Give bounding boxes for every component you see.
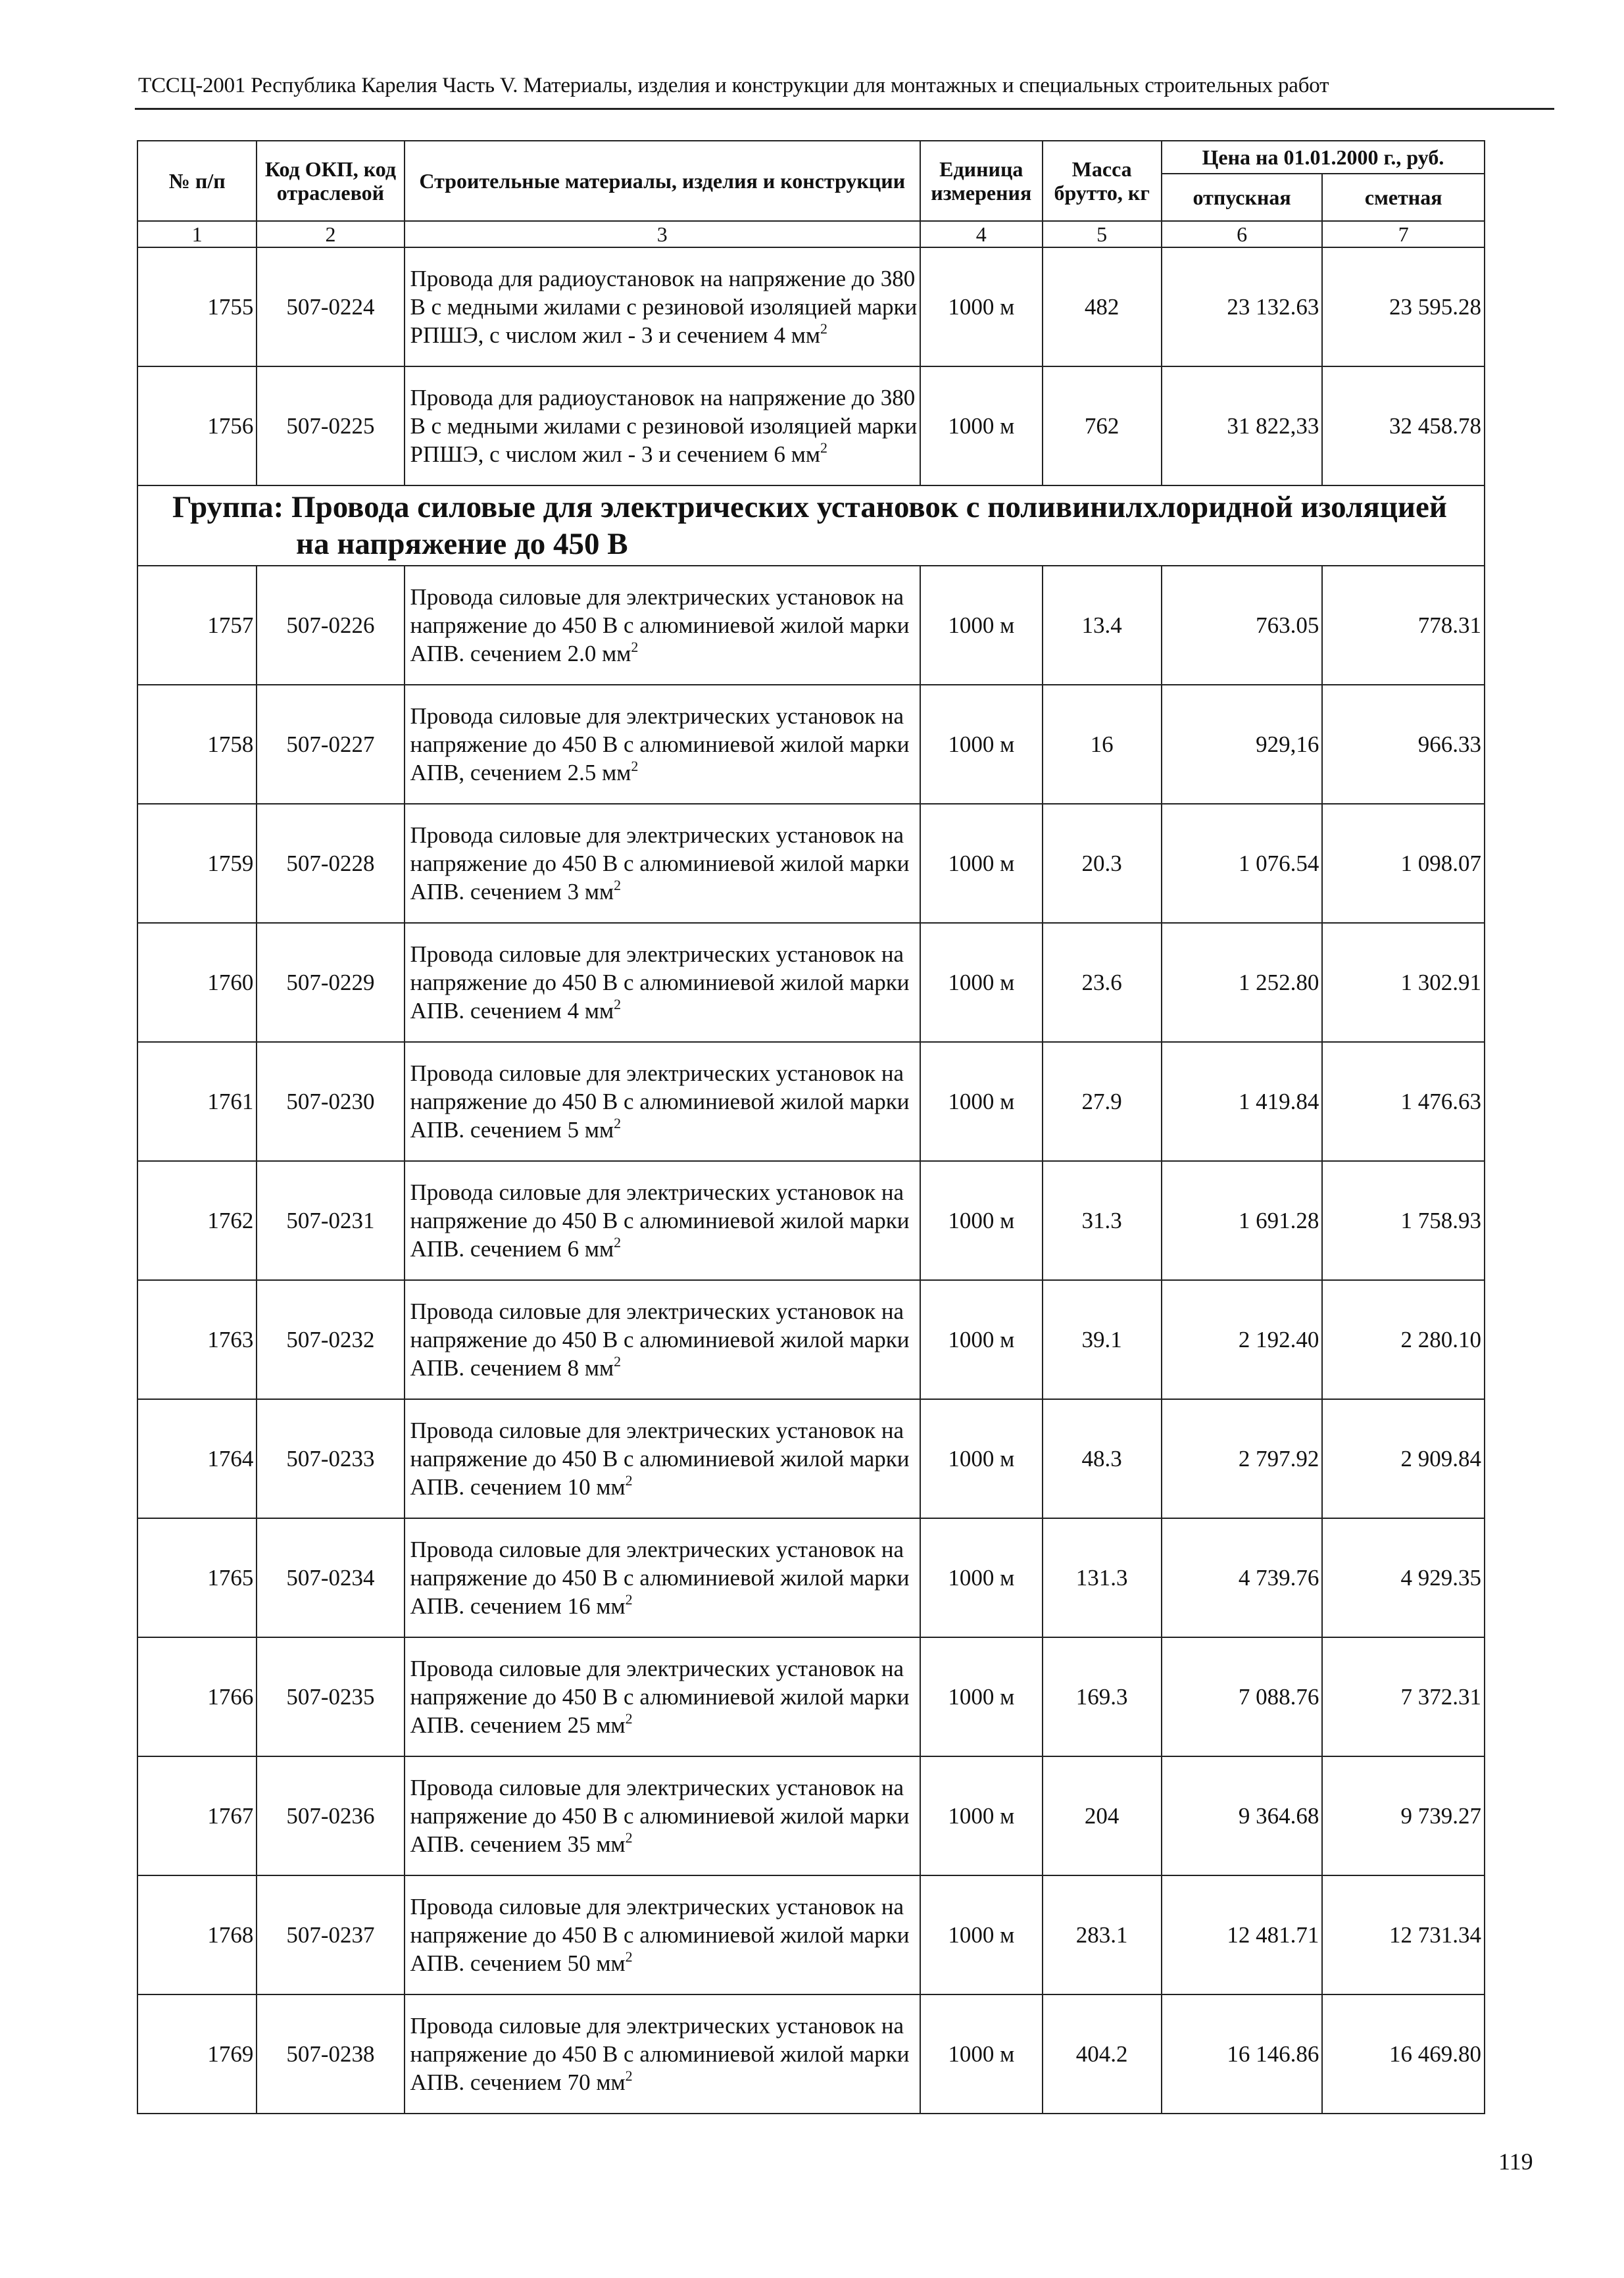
row-name: [405, 1161, 921, 1280]
row-name-text: Провода силовые для электрических установок на напряжение до 450 В с алюминиевой жилой марки АПВ. сечением 70 мм: [410, 2013, 910, 2095]
row-price-release: 4 739.76: [1162, 1518, 1323, 1637]
row-unit: 1000 м: [920, 566, 1042, 685]
row-code: 507-0238: [257, 1994, 404, 2114]
row-mass: 131.3: [1043, 1518, 1162, 1637]
row-price-estimate: 4 929.35: [1322, 1518, 1485, 1637]
row-unit: 1000 м: [920, 1280, 1042, 1399]
table-row: [137, 1280, 1485, 1399]
table-row: [137, 247, 1485, 366]
row-code: 507-0229: [257, 923, 404, 1042]
row-price-estimate: 1 302.91: [1322, 923, 1485, 1042]
row-name-text: Провода силовые для электрических установок на напряжение до 450 В с алюминиевой жилой марки АПВ. сечением 8 мм: [410, 1299, 910, 1381]
row-name: [405, 366, 921, 485]
row-unit: 1000 м: [920, 1637, 1042, 1756]
row-price-estimate: 12 731.34: [1322, 1875, 1485, 1994]
row-name-text: Провода силовые для электрических установок на напряжение до 450 В с алюминиевой жилой марки АПВ, сечением 2.5 мм: [410, 703, 910, 785]
row-num: 1761: [137, 1042, 257, 1161]
row-mass: 48.3: [1043, 1399, 1162, 1518]
row-name-text: Провода силовые для электрических установок на напряжение до 450 В с алюминиевой жилой марки АПВ. сечением 50 мм: [410, 1894, 910, 1976]
row-price-release: 9 364.68: [1162, 1756, 1323, 1875]
row-name-text: Провода для радиоустановок на напряжение до 380 В с медными жилами с резиновой изоляцией марки РПШЭ, с числом жил - 3 и сечением 6 мм: [410, 385, 918, 467]
col-header-code: Код ОКП, код отраслевой: [257, 141, 404, 221]
table-row: [137, 1161, 1485, 1280]
col-header-price-estimate: сметная: [1322, 174, 1485, 221]
row-code: 507-0232: [257, 1280, 404, 1399]
row-mass: 27.9: [1043, 1042, 1162, 1161]
table-row: [137, 1637, 1485, 1756]
col-header-unit: Единица измерения: [920, 141, 1042, 221]
row-code: 507-0225: [257, 366, 404, 485]
row-code: 507-0233: [257, 1399, 404, 1518]
row-num: 1769: [137, 1994, 257, 2114]
col-header-num: № п/п: [137, 141, 257, 221]
row-name-text: Провода для радиоустановок на напряжение до 380 В с медными жилами с резиновой изоляцией марки РПШЭ, с числом жил - 3 и сечением 4 мм: [410, 266, 918, 348]
row-code: 507-0235: [257, 1637, 404, 1756]
row-unit: 1000 м: [920, 804, 1042, 923]
table-row: [137, 1518, 1485, 1637]
row-name-text: Провода силовые для электрических установок на напряжение до 450 В с алюминиевой жилой марки АПВ. сечением 4 мм: [410, 941, 910, 1024]
row-price-estimate: 1 476.63: [1322, 1042, 1485, 1161]
header-rule: [135, 108, 1554, 110]
row-mass: 31.3: [1043, 1161, 1162, 1280]
page-header-title: ТССЦ-2001 Республика Карелия Часть V. Материалы, изделия и конструкции для монтажных и специальных строительных работ: [138, 74, 1329, 97]
row-code: 507-0227: [257, 685, 404, 804]
row-price-release: 23 132.63: [1162, 247, 1323, 366]
row-unit: 1000 м: [920, 1399, 1042, 1518]
row-price-release: 1 076.54: [1162, 804, 1323, 923]
row-mass: 169.3: [1043, 1637, 1162, 1756]
row-num: 1768: [137, 1875, 257, 1994]
row-num: 1757: [137, 566, 257, 685]
row-unit: 1000 м: [920, 247, 1042, 366]
row-name-text: Провода силовые для электрических установок на напряжение до 450 В с алюминиевой жилой марки АПВ. сечением 10 мм: [410, 1418, 910, 1500]
row-price-estimate: 9 739.27: [1322, 1756, 1485, 1875]
row-name-superscript: 2: [614, 1234, 622, 1250]
table-row: [137, 685, 1485, 804]
row-num: 1760: [137, 923, 257, 1042]
col-header-price-group: Цена на 01.01.2000 г., руб.: [1162, 141, 1485, 174]
row-price-release: 1 252.80: [1162, 923, 1323, 1042]
table-row: [137, 923, 1485, 1042]
row-price-estimate: 2 909.84: [1322, 1399, 1485, 1518]
row-name-superscript: 2: [820, 320, 827, 337]
row-unit: 1000 м: [920, 1161, 1042, 1280]
col-number: 5: [1043, 221, 1162, 247]
row-name-superscript: 2: [625, 2068, 633, 2084]
row-name-text: Провода силовые для электрических установок на напряжение до 450 В с алюминиевой жилой марки АПВ. сечением 16 мм: [410, 1537, 910, 1619]
col-number: 3: [405, 221, 921, 247]
row-price-estimate: 7 372.31: [1322, 1637, 1485, 1756]
row-unit: 1000 м: [920, 685, 1042, 804]
col-header-price-release: отпускная: [1162, 174, 1323, 221]
row-name: [405, 685, 921, 804]
row-code: 507-0224: [257, 247, 404, 366]
row-name: [405, 1756, 921, 1875]
row-price-release: 1 419.84: [1162, 1042, 1323, 1161]
col-number: 6: [1162, 221, 1323, 247]
row-price-release: 763.05: [1162, 566, 1323, 685]
row-mass: 762: [1043, 366, 1162, 485]
row-name: [405, 1637, 921, 1756]
row-price-estimate: 2 280.10: [1322, 1280, 1485, 1399]
row-num: 1764: [137, 1399, 257, 1518]
table-row: [137, 1756, 1485, 1875]
price-table: [137, 140, 1485, 2114]
row-name-text: Провода силовые для электрических установок на напряжение до 450 В с алюминиевой жилой марки АПВ. сечением 6 мм: [410, 1179, 910, 1262]
row-price-release: 2 797.92: [1162, 1399, 1323, 1518]
col-number: 2: [257, 221, 404, 247]
row-num: 1756: [137, 366, 257, 485]
row-name-superscript: 2: [625, 1472, 633, 1489]
table-row: [137, 566, 1485, 685]
row-mass: 204: [1043, 1756, 1162, 1875]
row-price-release: 12 481.71: [1162, 1875, 1323, 1994]
row-code: 507-0228: [257, 804, 404, 923]
row-name: [405, 1875, 921, 1994]
row-mass: 482: [1043, 247, 1162, 366]
group-cell: [137, 485, 1485, 566]
table-row: [137, 1994, 1485, 2114]
row-name: [405, 247, 921, 366]
row-name: [405, 923, 921, 1042]
col-header-name: Строительные материалы, изделия и конструкции: [405, 141, 921, 221]
row-unit: 1000 м: [920, 923, 1042, 1042]
row-num: 1762: [137, 1161, 257, 1280]
row-mass: 20.3: [1043, 804, 1162, 923]
row-mass: 16: [1043, 685, 1162, 804]
row-name-superscript: 2: [614, 1115, 622, 1131]
row-price-release: 31 822,33: [1162, 366, 1323, 485]
row-price-release: 2 192.40: [1162, 1280, 1323, 1399]
row-name: [405, 1280, 921, 1399]
row-name-text: Провода силовые для электрических установок на напряжение до 450 В с алюминиевой жилой марки АПВ. сечением 25 мм: [410, 1656, 910, 1738]
row-price-estimate: 1 758.93: [1322, 1161, 1485, 1280]
table-row: [137, 804, 1485, 923]
row-code: 507-0234: [257, 1518, 404, 1637]
row-name: [405, 1042, 921, 1161]
column-number-row: [137, 221, 1485, 247]
row-price-estimate: 32 458.78: [1322, 366, 1485, 485]
row-name-superscript: 2: [820, 439, 827, 456]
row-name: [405, 1518, 921, 1637]
row-price-estimate: 966.33: [1322, 685, 1485, 804]
row-name: [405, 804, 921, 923]
row-name-superscript: 2: [625, 1710, 633, 1727]
row-mass: 23.6: [1043, 923, 1162, 1042]
row-num: 1758: [137, 685, 257, 804]
row-name-superscript: 2: [625, 1591, 633, 1608]
row-name-superscript: 2: [631, 639, 639, 655]
row-name-text: Провода силовые для электрических установок на напряжение до 450 В с алюминиевой жилой марки АПВ. сечением 3 мм: [410, 822, 910, 904]
row-mass: 39.1: [1043, 1280, 1162, 1399]
row-code: 507-0226: [257, 566, 404, 685]
row-unit: 1000 м: [920, 1518, 1042, 1637]
row-name: [405, 1994, 921, 2114]
row-name-superscript: 2: [625, 1829, 633, 1846]
table-row: [137, 366, 1485, 485]
row-unit: 1000 м: [920, 1756, 1042, 1875]
col-number: 7: [1322, 221, 1485, 247]
col-number: 1: [137, 221, 257, 247]
row-unit: 1000 м: [920, 1042, 1042, 1161]
row-name: [405, 566, 921, 685]
row-name: [405, 1399, 921, 1518]
row-price-estimate: 778.31: [1322, 566, 1485, 685]
row-name-text: Провода силовые для электрических установок на напряжение до 450 В с алюминиевой жилой марки АПВ. сечением 5 мм: [410, 1060, 910, 1143]
group-title: Провода силовые для электрических установок с поливинилхлоридной изоляцией на напряжение до 450 В: [291, 490, 1447, 561]
table-row: [137, 1042, 1485, 1161]
row-mass: 283.1: [1043, 1875, 1162, 1994]
row-name-superscript: 2: [625, 1948, 633, 1965]
col-header-mass: Масса брутто, кг: [1043, 141, 1162, 221]
table-row: [137, 1875, 1485, 1994]
row-num: 1767: [137, 1756, 257, 1875]
row-code: 507-0230: [257, 1042, 404, 1161]
row-num: 1766: [137, 1637, 257, 1756]
row-price-estimate: 23 595.28: [1322, 247, 1485, 366]
row-name-superscript: 2: [614, 1353, 622, 1370]
page-number: 119: [1498, 2148, 1533, 2175]
row-name-text: Провода силовые для электрических установок на напряжение до 450 В с алюминиевой жилой марки АПВ. сечением 35 мм: [410, 1775, 910, 1857]
table-row: [137, 1399, 1485, 1518]
group-label: Группа:: [172, 490, 284, 524]
row-mass: 13.4: [1043, 566, 1162, 685]
row-num: 1755: [137, 247, 257, 366]
row-name-superscript: 2: [614, 877, 622, 893]
row-code: 507-0231: [257, 1161, 404, 1280]
row-unit: 1000 м: [920, 1994, 1042, 2114]
col-number: 4: [920, 221, 1042, 247]
row-name-superscript: 2: [614, 996, 622, 1012]
row-price-release: 1 691.28: [1162, 1161, 1323, 1280]
row-name-text: Провода силовые для электрических установок на напряжение до 450 В с алюминиевой жилой марки АПВ. сечением 2.0 мм: [410, 584, 910, 666]
row-code: 507-0236: [257, 1756, 404, 1875]
row-name-superscript: 2: [631, 758, 639, 774]
row-unit: 1000 м: [920, 366, 1042, 485]
row-num: 1765: [137, 1518, 257, 1637]
group-row: [137, 485, 1485, 566]
row-price-release: 929,16: [1162, 685, 1323, 804]
row-price-release: 16 146.86: [1162, 1994, 1323, 2114]
row-num: 1759: [137, 804, 257, 923]
row-code: 507-0237: [257, 1875, 404, 1994]
row-unit: 1000 м: [920, 1875, 1042, 1994]
row-price-estimate: 16 469.80: [1322, 1994, 1485, 2114]
row-num: 1763: [137, 1280, 257, 1399]
row-price-estimate: 1 098.07: [1322, 804, 1485, 923]
row-mass: 404.2: [1043, 1994, 1162, 2114]
row-price-release: 7 088.76: [1162, 1637, 1323, 1756]
